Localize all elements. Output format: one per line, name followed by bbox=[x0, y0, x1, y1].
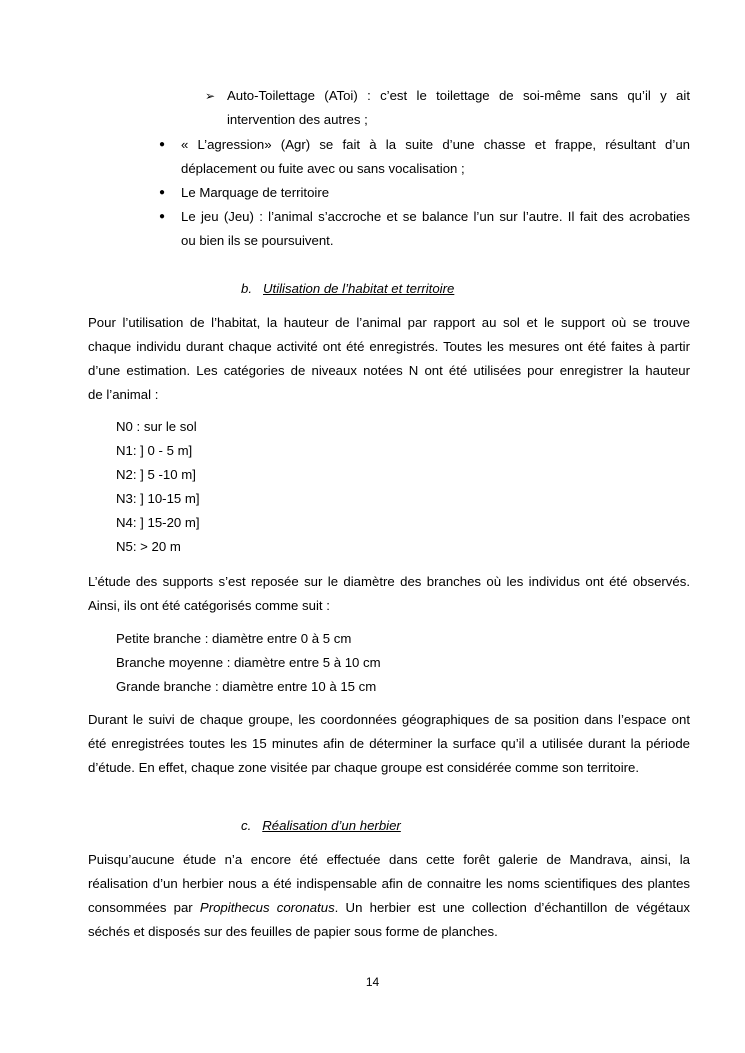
atoi-line-2: intervention des autres ; bbox=[227, 112, 368, 127]
heading-b-letter: b. bbox=[241, 281, 252, 296]
heading-c-title: Réalisation d’un herbier bbox=[262, 818, 401, 833]
habitat-line-2: chaque individu durant chaque activité ont été enregistrés. Toutes les mesures ont été faites à partir bbox=[88, 339, 690, 354]
suivi-line-2: été enregistrées toutes les 15 minutes afin de déterminer la surface qu’il a utilisée durant la période bbox=[88, 736, 690, 751]
supports-line-2: Ainsi, ils ont été catégorisés comme suit : bbox=[88, 598, 330, 613]
agression-line-2: déplacement ou fuite avec ou sans vocalisation ; bbox=[181, 161, 465, 176]
level-item: N3: ] 10-15 m] bbox=[116, 491, 200, 506]
herbier-line-1: Puisqu’aucune étude n’a encore été effectuée dans cette forêt galerie de Mandrava, ainsi, la bbox=[88, 852, 690, 867]
section-heading-b bbox=[241, 281, 454, 297]
habitat-line-4: de l’animal : bbox=[88, 387, 159, 402]
level-item: N1: ] 0 - 5 m] bbox=[116, 443, 193, 458]
herbier-line-2: réalisation d’un herbier nous a été indispensable afin de connaitre les noms scientifiques des plantes bbox=[88, 876, 690, 891]
herbier-line-3-pre: consommées par bbox=[88, 900, 200, 915]
habitat-line-3: d’une estimation. Les catégories de niveaux notées N ont été utilisées pour enregistrer la hauteur bbox=[88, 363, 690, 378]
bullet-dot-icon: ● bbox=[159, 211, 166, 222]
section-heading-c bbox=[241, 818, 401, 834]
level-item: N0 : sur le sol bbox=[116, 419, 197, 434]
species-name: Propithecus coronatus bbox=[199, 900, 335, 915]
herbier-line-3-post: . Un herbier est une collection d’échantillon de végétaux bbox=[334, 900, 690, 915]
heading-b-title: Utilisation de l’habitat et territoire bbox=[263, 281, 455, 296]
bullet-dot-icon: ● bbox=[159, 187, 166, 198]
arrow-bullet-icon: ➢ bbox=[205, 89, 216, 103]
bullet-dot-icon: ● bbox=[159, 139, 166, 150]
branch-item: Branche moyenne : diamètre entre 5 à 10 cm bbox=[116, 655, 381, 670]
herbier-line-4: séchés et disposés sur des feuilles de papier sous forme de planches. bbox=[88, 924, 498, 939]
marquage-line: Le Marquage de territoire bbox=[181, 185, 330, 200]
jeu-line-2: ou bien ils se poursuivent. bbox=[181, 233, 334, 248]
heading-c-letter: c. bbox=[241, 818, 252, 833]
agression-line-1: « L’agression» (Agr) se fait à la suite d’une chasse et frappe, résultant d’un bbox=[181, 137, 690, 152]
suivi-line-1: Durant le suivi de chaque groupe, les coordonnées géographiques de sa position dans l’espace ont bbox=[88, 712, 690, 727]
branch-item: Grande branche : diamètre entre 10 à 15 cm bbox=[116, 679, 377, 694]
suivi-line-3: d’étude. En effet, chaque zone visitée par chaque groupe est considérée comme son territoire. bbox=[88, 760, 640, 775]
level-item: N4: ] 15-20 m] bbox=[116, 515, 200, 530]
atoi-line-1: Auto-Toilettage (AToi) : c’est le toilettage de soi-même sans qu’il y ait bbox=[227, 88, 690, 103]
level-item: N2: ] 5 -10 m] bbox=[116, 467, 196, 482]
level-item: N5: > 20 m bbox=[116, 539, 181, 554]
page-number: 14 bbox=[365, 975, 380, 989]
jeu-line-1: Le jeu (Jeu) : l’animal s’accroche et se balance l’un sur l’autre. Il fait des acrobaties bbox=[181, 209, 690, 224]
habitat-line-1: Pour l’utilisation de l’habitat, la hauteur de l’animal par rapport au sol et le support où se trouve bbox=[88, 315, 690, 330]
supports-line-1: L’étude des supports s’est reposée sur le diamètre des branches où les individus ont été observés. bbox=[88, 574, 690, 589]
herbier-line-3 bbox=[88, 900, 690, 916]
branch-item: Petite branche : diamètre entre 0 à 5 cm bbox=[116, 631, 352, 646]
